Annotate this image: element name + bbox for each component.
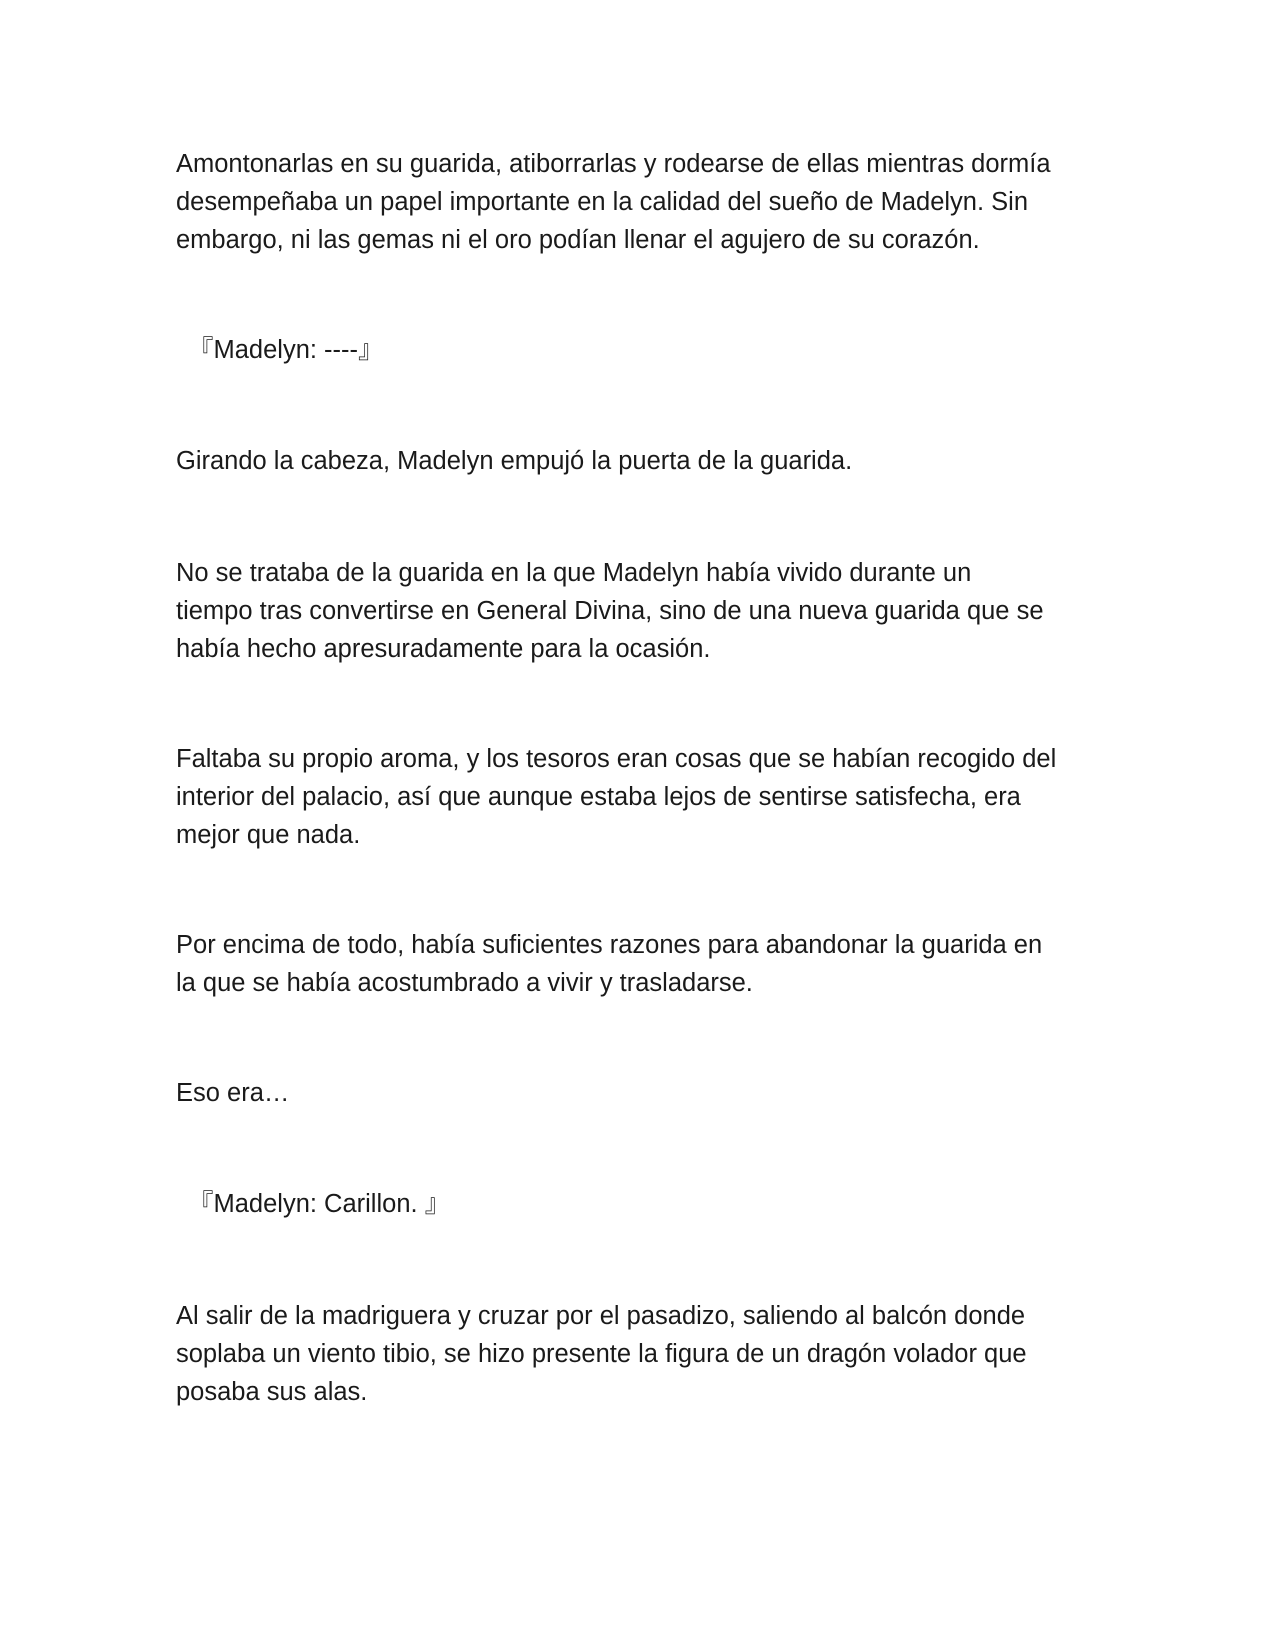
paragraph: Amontonarlas en su guarida, atiborrarlas y rodearse de ellas mientras dormía desempeñaba un papel importante en la calidad del sueño de Madelyn. Sin embargo, ni las gemas ni el oro podían llenar el agujero de su corazón.: [176, 150, 1051, 254]
paragraph: Por encima de todo, había suficientes razones para abandonar la guarida en la que se había acostumbrado a vivir y trasladarse.: [176, 931, 1043, 997]
paragraph: No se trataba de la guarida en la que Madelyn había vivido durante un tiempo tras convertirse en General Divina, sino de una nueva guarida que se había hecho apresuradamente para la ocasión.: [176, 559, 1044, 663]
paragraph: Girando la cabeza, Madelyn empujó la puerta de la guarida.: [176, 447, 853, 475]
dialogue-line: 『Madelyn: Carillon. 』: [188, 1190, 451, 1218]
paragraph: Faltaba su propio aroma, y los tesoros eran cosas que se habían recogido del interior del palacio, así que aunque estaba lejos de sentirse satisfecha, era mejor que nada.: [176, 745, 1057, 849]
paragraph: Al salir de la madriguera y cruzar por el pasadizo, saliendo al balcón donde soplaba un viento tibio, se hizo presente la figura de un dragón volador que posaba sus alas.: [176, 1302, 1027, 1406]
dialogue-line: 『Madelyn: ----』: [188, 336, 384, 364]
paragraph: Eso era…: [176, 1079, 290, 1107]
